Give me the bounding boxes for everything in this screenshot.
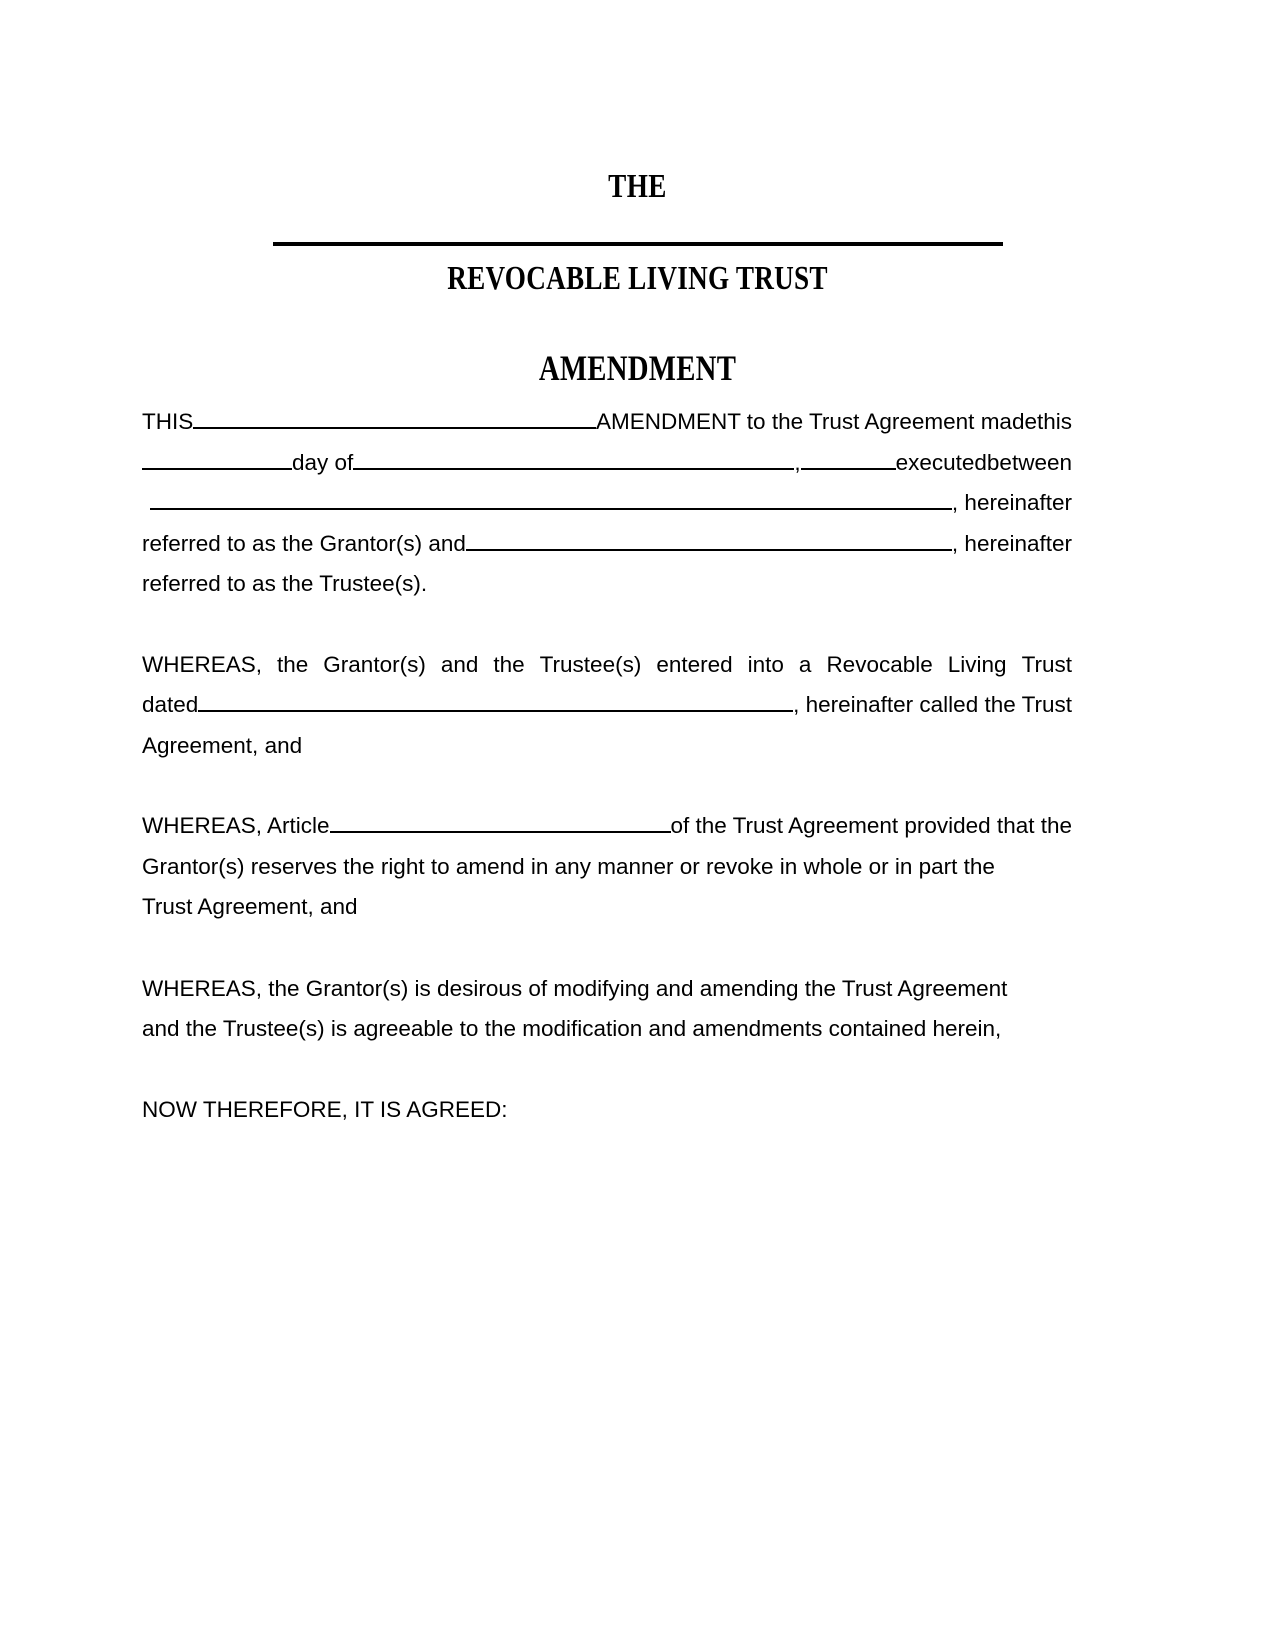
document-title-block [0, 170, 1275, 386]
blank-amendment-number[interactable] [193, 405, 596, 429]
intro-line-2 [142, 443, 1072, 484]
whereas1-line-2 [142, 685, 1072, 726]
paragraph-whereas-1 [142, 645, 1072, 767]
intro-text-this-2: this [1036, 409, 1072, 434]
intro-text-referred-trustee: referred to as the Trustee(s). [142, 571, 428, 596]
intro-text-amendment-to-trust: AMENDMENT to the Trust Agreement made [595, 409, 1037, 434]
whereas1-text-agreement-and: Agreement, and [142, 732, 303, 758]
intro-text-hereinafter-2: , hereinafter [951, 530, 1072, 556]
intro-text-referred-grantor: referred to as the Grantor(s) and [142, 530, 466, 556]
whereas3-text-agreeable: and the Trustee(s) is agreeable to the modification and amendments contained herein, [142, 1016, 1002, 1041]
intro-line-4 [142, 524, 1072, 565]
intro-text-hereinafter-1: , hereinafter [951, 490, 1072, 515]
paragraph-spacer-1 [142, 605, 1072, 645]
intro-line-1 [142, 402, 1072, 443]
whereas2-text-provided-that: of the Trust Agreement provided that the [670, 813, 1072, 838]
title-line-the: THE [608, 168, 667, 205]
title-line-revocable-living-trust: REVOCABLE LIVING TRUST [447, 260, 828, 297]
whereas1-word-8: into [747, 651, 784, 677]
whereas1-word-5: the [493, 651, 525, 677]
closing-line-1 [142, 1090, 1072, 1131]
paragraph-spacer-3 [142, 928, 1072, 969]
paragraph-whereas-2 [142, 806, 1072, 928]
paragraph-closing [142, 1090, 1072, 1131]
blank-day[interactable] [142, 446, 292, 470]
whereas3-text-desirous: WHEREAS, the Grantor(s) is desirous of modifying and amending the Trust Agreement [142, 975, 1008, 1001]
whereas1-text-hereinafter-called: , hereinafter called the Trust [793, 692, 1072, 717]
title-divider-rule [273, 242, 1003, 246]
whereas2-line-1 [142, 806, 1072, 847]
blank-month[interactable] [353, 446, 794, 470]
paragraph-spacer-2 [142, 766, 1072, 806]
paragraph-spacer-4 [142, 1050, 1072, 1090]
whereas1-line-1 [142, 645, 1072, 686]
paragraph-intro [142, 402, 1072, 605]
whereas1-word-1: WHEREAS, [142, 651, 263, 677]
whereas1-word-12: Trust [1021, 651, 1072, 677]
whereas3-line-2 [142, 1009, 1072, 1050]
intro-text-day-of: day of [292, 449, 354, 475]
whereas1-word-9: a [798, 651, 812, 677]
whereas2-text-trust-agreement-and: Trust Agreement, and [142, 894, 358, 919]
paragraph-whereas-3 [142, 969, 1072, 1050]
blank-year[interactable] [801, 446, 896, 470]
whereas2-text-reserves-right: Grantor(s) reserves the right to amend in any manner or revoke in whole or in part the [142, 853, 995, 879]
document-body [142, 402, 1072, 1130]
whereas1-word-10: Revocable [826, 651, 933, 677]
intro-text-this: THIS [142, 409, 194, 434]
closing-text-now-therefore: NOW THEREFORE, IT IS AGREED: [142, 1096, 508, 1122]
blank-article-number[interactable] [330, 809, 671, 833]
whereas2-line-2 [142, 847, 1072, 888]
whereas1-text-dated: dated [142, 692, 199, 717]
intro-text-between: between [986, 449, 1072, 475]
whereas1-word-3: Grantor(s) [323, 651, 426, 677]
intro-text-executed: executed [895, 449, 987, 475]
whereas1-word-11: Living [947, 651, 1007, 677]
whereas1-word-4: and [440, 651, 479, 677]
whereas1-word-7: entered [656, 651, 733, 677]
whereas2-line-3 [142, 887, 1072, 928]
whereas3-line-1 [142, 969, 1072, 1010]
blank-grantor-names[interactable] [150, 486, 952, 510]
intro-line-3 [142, 483, 1072, 524]
whereas1-word-2: the [277, 651, 309, 677]
whereas1-line-3 [142, 726, 1072, 767]
blank-trust-date[interactable] [198, 688, 793, 712]
blank-trustee-names[interactable] [466, 527, 952, 551]
intro-line-5 [142, 564, 1072, 605]
whereas2-text-article: WHEREAS, Article [142, 813, 330, 838]
intro-text-comma: , [794, 449, 801, 475]
whereas1-word-6: Trustee(s) [539, 651, 642, 677]
title-line-amendment: AMENDMENT [538, 348, 737, 388]
